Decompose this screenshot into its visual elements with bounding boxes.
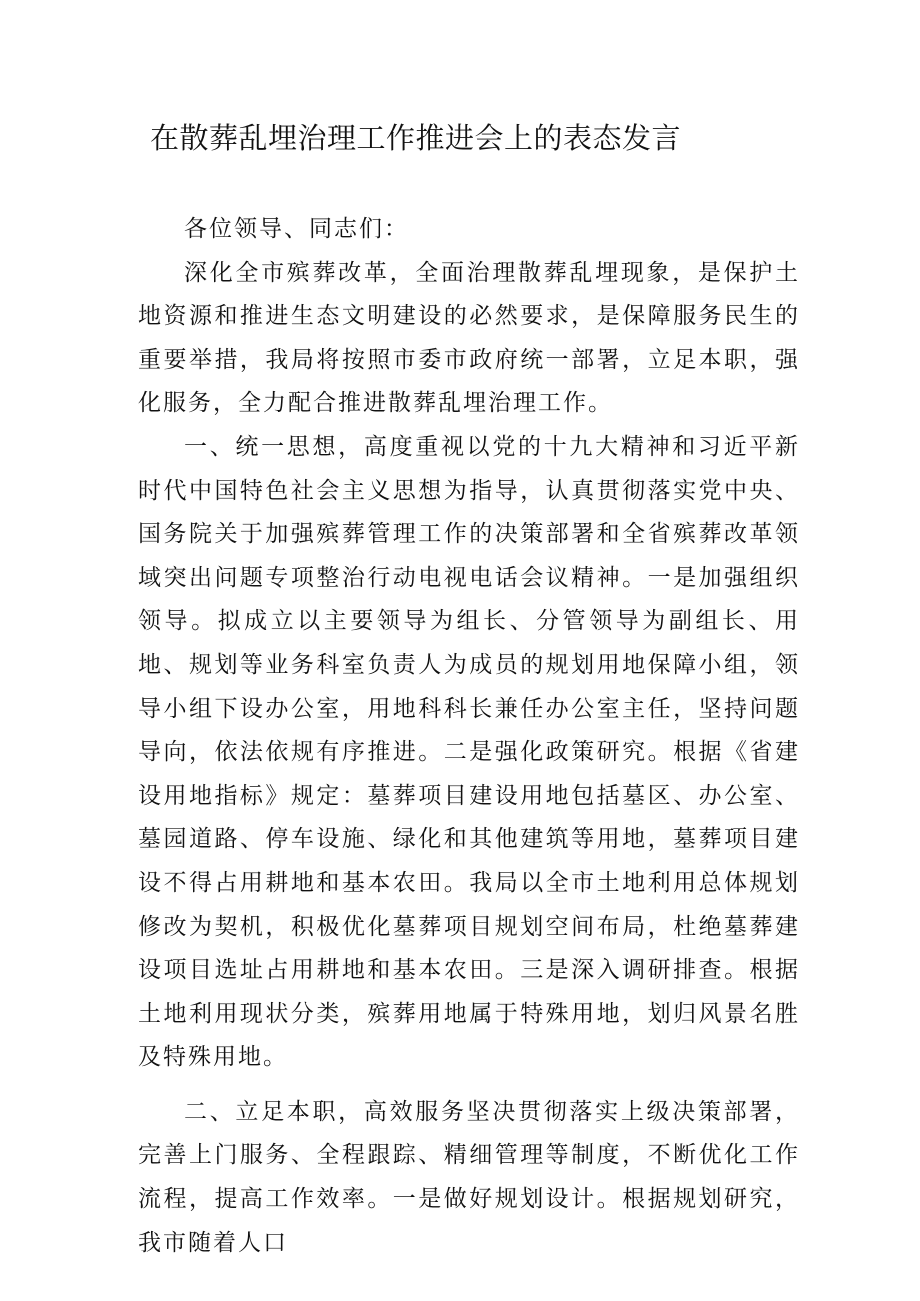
salutation: 各位领导、同志们：	[184, 216, 409, 242]
paragraph-intro: 深化全市殡葬改革，全面治理散葬乱埋现象，是保护土地资源和推进生态文明建设的必然要求，是保障服务民生的重要举措，我局将按照市委市政府统一部署，立足本职，强化服务，全力配合推进散葬乱埋治理工作。	[138, 259, 800, 417]
paragraph-section-two: 二、立足本职，高效服务坚决贯彻落实上级决策部署，完善上门服务、全程跟踪、精细管理等制度，不断优化工作流程，提高工作效率。一是做好规划设计。根据规划研究，我市随着人口	[138, 1098, 800, 1256]
paragraph-section-one: 一、统一思想，高度重视以党的十九大精神和习近平新时代中国特色社会主义思想为指导，认真贯彻落实党中央、国务院关于加强殡葬管理工作的决策部署和全省殡葬改革领域突出问题专项整治行动电视电话会议精神。一是加强组织领导。拟成立以主要领导为组长、分管领导为副组长、用地、规划等业务科室负责人为成员的规划用地保障小组，领导小组下设办公室，用地科科长兼任办公室主任，坚持问题导向，依法依规有序推进。二是强化政策研究。根据《省建设用地指标》规定：墓葬项目建设用地包括墓区、办公室、墓园道路、停车设施、绿化和其他建筑等用地，墓葬项目建设不得占用耕地和基本农田。我局以全市土地利用总体规划修改为契机，积极优化墓葬项目规划空间布局，杜绝墓葬建设项目选址占用耕地和基本农田。三是深入调研排查。根据土地利用现状分类，殡葬用地属于特殊用地，划归风景名胜及特殊用地。	[138, 433, 800, 1071]
document-body	[138, 208, 800, 1265]
document-title: 在散葬乱埋治理工作推进会上的表态发言	[150, 121, 682, 155]
